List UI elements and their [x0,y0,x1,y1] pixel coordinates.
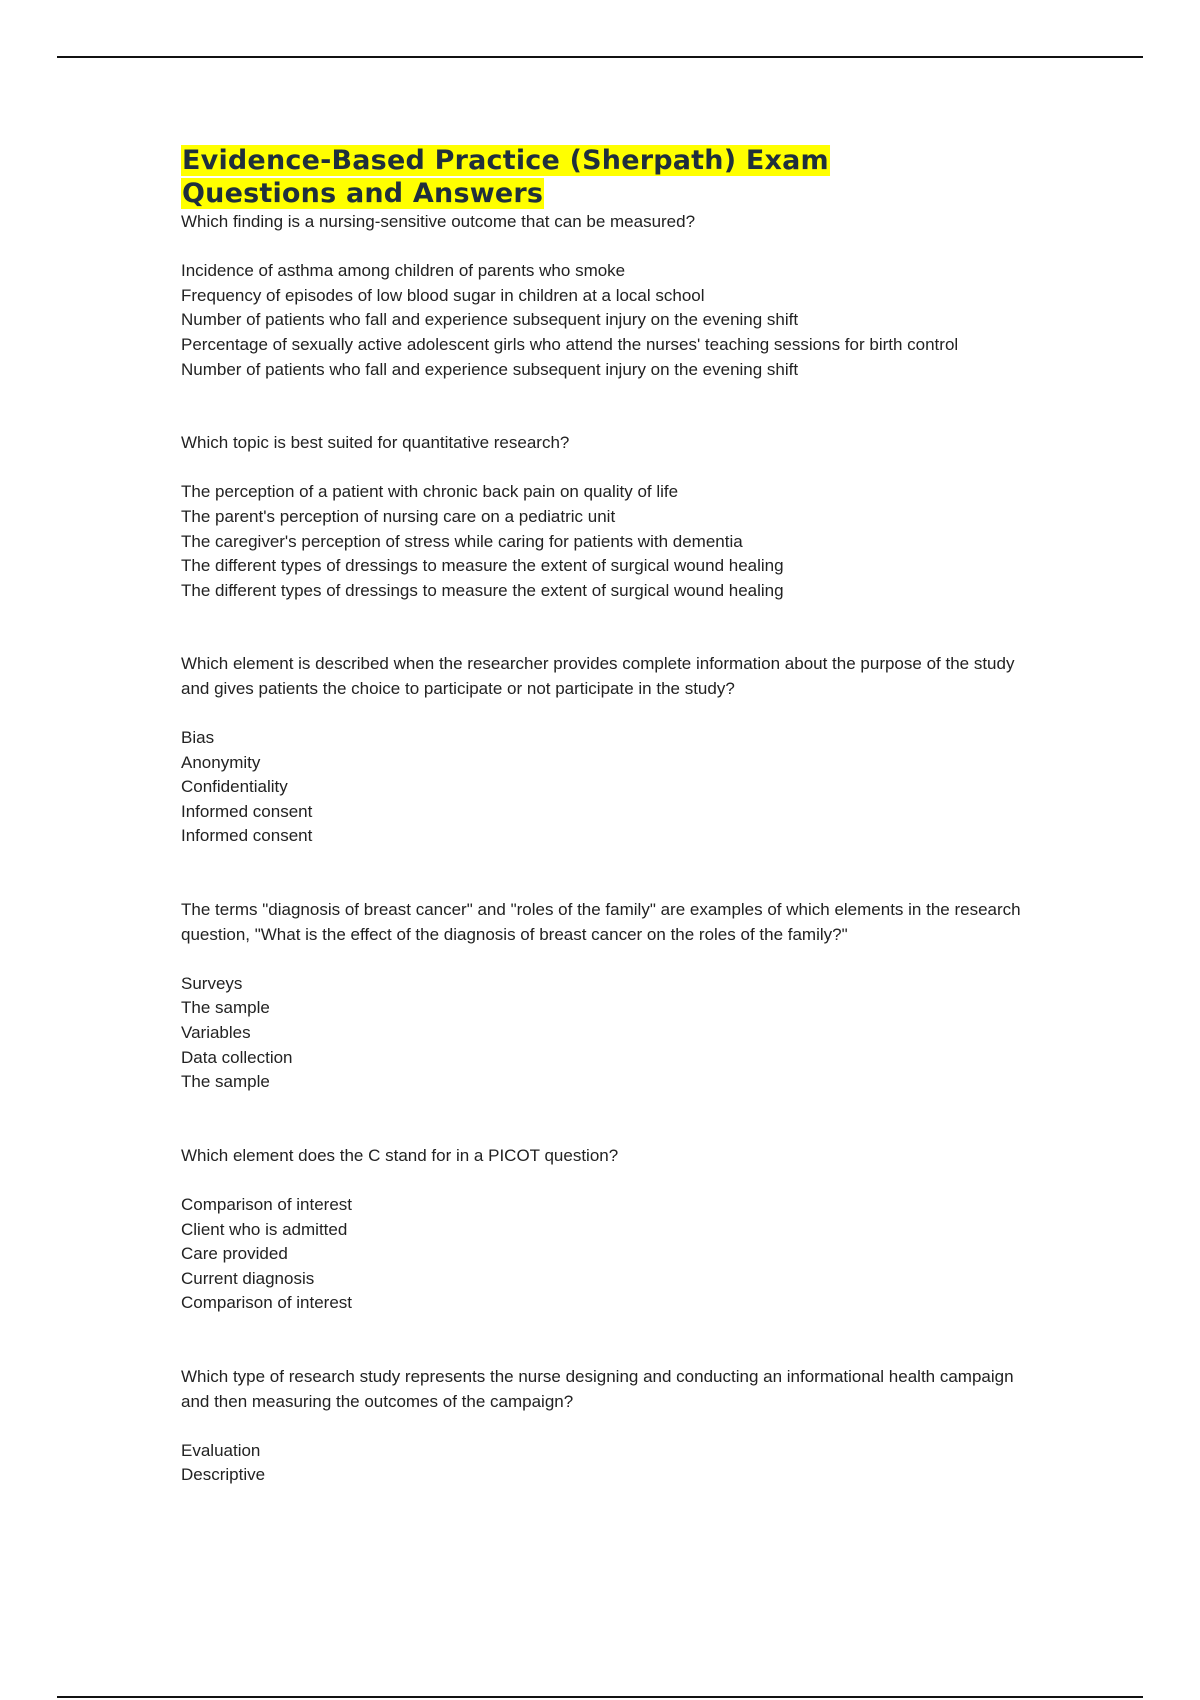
answer-option: Number of patients who fall and experience subsequent injury on the evening shift [181,359,799,379]
answer-option: Anonymity [181,752,261,772]
answer-option: Frequency of episodes of low blood sugar in children at a local school [181,285,705,305]
answer-option: Informed consent [181,801,313,821]
document-title-line-1: Evidence-Based Practice (Sherpath) Exam [182,145,829,176]
answer-option: Data collection [181,1047,293,1067]
answer-option: The parent's perception of nursing care on a pediatric unit [181,506,616,526]
question-block [181,1144,1021,1316]
answer-option: The different types of dressings to measure the extent of surgical wound healing [181,556,784,576]
answer-option: Percentage of sexually active adolescent girls who attend the nurses' teaching sessions for birth control [181,334,959,354]
question-text: Which element does the C stand for in a PICOT question? [181,1145,619,1165]
question-list [181,210,1021,1488]
answer-options [181,1193,1021,1316]
footer-rule [57,1696,1143,1698]
answer-option: The different types of dressings to measure the extent of surgical wound healing [181,580,784,600]
question-text: Which element is described when the researcher provides complete information about the purpose of the study and gives patients the choice to participate or not participate in the study? [181,654,1015,698]
document-title [181,144,1021,210]
question-block [181,431,1021,603]
answer-option: The caregiver's perception of stress while caring for patients with dementia [181,531,743,551]
question-block [181,898,1021,1095]
answer-options [181,259,1021,382]
question-block [181,210,1021,382]
answer-option: Number of patients who fall and experience subsequent injury on the evening shift [181,310,799,330]
answer-options [181,480,1021,603]
question-text: Which finding is a nursing-sensitive outcome that can be measured? [181,212,696,231]
answer-option: Informed consent [181,826,313,846]
answer-option: Variables [181,1023,251,1043]
answer-option: Confidentiality [181,777,288,797]
answer-options [181,972,1021,1095]
answer-option: Descriptive [181,1465,266,1485]
answer-option: Comparison of interest [181,1293,353,1313]
answer-option: The perception of a patient with chronic back pain on quality of life [181,482,679,502]
answer-option: Care provided [181,1244,288,1264]
document-body [181,144,1021,1537]
question-text: Which type of research study represents the nurse designing and conducting an informational health campaign and then measuring the outcomes of the campaign? [181,1366,1014,1411]
question-text: The terms "diagnosis of breast cancer" and "roles of the family" are examples of which elements in the research question, "What is the effect of the diagnosis of breast cancer on the roles of the family?" [181,900,1021,944]
question-text: Which topic is best suited for quantitative research? [181,433,570,453]
answer-option: Surveys [181,973,243,993]
answer-option: Client who is admitted [181,1219,348,1239]
answer-option: Incidence of asthma among children of parents who smoke [181,261,626,281]
answer-options [181,1439,1021,1488]
document-title-line-2: Questions and Answers [182,178,544,209]
answer-option: Current diagnosis [181,1268,315,1288]
answer-options [181,726,1021,849]
answer-option: The sample [181,1072,270,1092]
answer-option: Comparison of interest [181,1195,353,1214]
question-block [181,1365,1021,1488]
header-rule [57,56,1143,58]
question-block [181,652,1021,849]
answer-option: Bias [181,728,215,748]
answer-option: The sample [181,998,270,1018]
answer-option: Evaluation [181,1440,261,1460]
